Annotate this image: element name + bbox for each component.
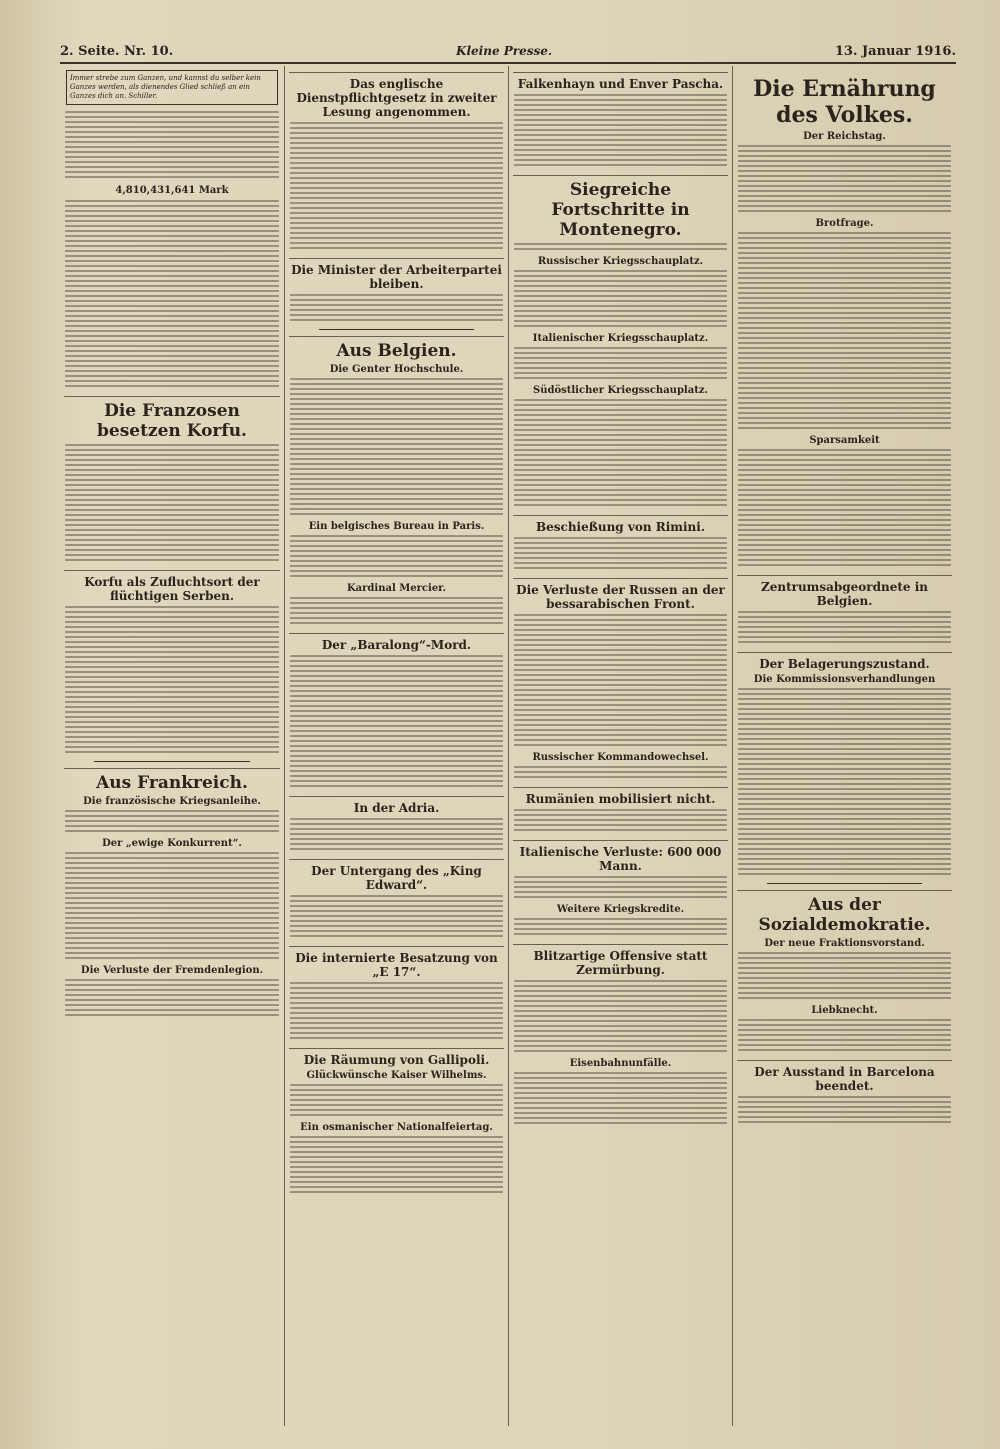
article-text <box>290 294 503 324</box>
article-subheading: Die Genter Hochschule. <box>329 364 464 375</box>
article-headline: Zentrumsabgeordnete in Belgien. <box>737 575 952 608</box>
article-text <box>290 535 503 580</box>
article-subheading: Weitere Kriegskredite. <box>556 904 685 915</box>
article-headline: Blitzartige Offensive statt Zermürbung. <box>513 944 728 977</box>
article-text <box>514 347 727 382</box>
article-text <box>514 399 727 509</box>
article-subheading: Eisenbahnunfälle. <box>569 1058 672 1069</box>
article-headline: Aus der Sozialdemokratie. <box>737 890 952 935</box>
budget-total: 4,810,431,641 Mark <box>115 185 229 196</box>
column-2 <box>284 66 508 1426</box>
section-divider <box>94 761 250 762</box>
article-text <box>65 979 279 1019</box>
article-text <box>65 852 279 962</box>
article-headline: Aus Belgien. <box>289 336 504 361</box>
article-text <box>290 818 503 853</box>
article-text <box>514 980 727 1055</box>
article-text <box>290 378 503 518</box>
article-text <box>290 982 503 1042</box>
article-headline: Die Minister der Arbeiterpartei bleiben. <box>289 258 504 291</box>
article-headline: Der Untergang des „King Edward“. <box>289 859 504 892</box>
article-text <box>290 895 503 940</box>
article-text <box>65 111 279 181</box>
article-text <box>738 952 951 1002</box>
article-text <box>514 243 727 253</box>
article-text <box>290 122 503 252</box>
article-subheading: Die Verluste der Fremdenlegion. <box>80 965 264 976</box>
section-divider <box>767 883 922 884</box>
article-subheading: Südöstlicher Kriegsschauplatz. <box>532 385 708 396</box>
article-text <box>514 809 727 834</box>
article-headline: Falkenhayn und Enver Pascha. <box>513 72 728 91</box>
article-subheading: Der „ewige Konkurrent“. <box>102 838 242 849</box>
article-subheading: Russischer Kommandowechsel. <box>532 752 709 763</box>
article-headline: Die Räumung von Gallipoli. <box>289 1048 504 1067</box>
article-subheading: Die Kommissionsverhandlungen <box>753 674 936 685</box>
article-text <box>514 614 727 749</box>
article-text <box>514 537 727 572</box>
article-headline: Der Ausstand in Barcelona beendet. <box>737 1060 952 1093</box>
column-4 <box>732 66 956 1426</box>
page-header <box>60 40 956 64</box>
article-headline: Aus Frankreich. <box>64 768 280 793</box>
article-text <box>738 232 951 432</box>
article-text <box>65 200 279 390</box>
article-subheading: Der Reichstag. <box>803 131 886 142</box>
article-text <box>290 597 503 627</box>
article-text <box>514 766 727 781</box>
article-headline: Die Ernährung des Volkes. <box>753 76 936 128</box>
masthead: Kleine Presse. <box>456 44 553 58</box>
article-headline: Korfu als Zufluchtsort der flüchtigen Serben. <box>64 570 280 603</box>
article-headline: Siegreiche Fortschritte in Montenegro. <box>513 175 728 240</box>
column-1 <box>60 66 284 1426</box>
motto-quote: Immer strebe zum Ganzen, und kannst du selber kein Ganzes werden, als dienendes Glied schließ an ein Ganzes dich an. Schiller. <box>66 70 278 105</box>
article-text <box>290 1136 503 1196</box>
article-headline: Das englische Dienstpflichtgesetz in zweiter Lesung angenommen. <box>289 72 504 119</box>
article-headline: Die Verluste der Russen an der bessarabischen Front. <box>513 578 728 611</box>
article-subheading: Der neue Fraktionsvorstand. <box>764 938 925 949</box>
article-text <box>514 876 727 901</box>
page-number: 2. Seite. Nr. 10. <box>60 43 174 59</box>
article-headline: Die internierte Besatzung von „E 17“. <box>289 946 504 979</box>
article-text <box>514 270 727 330</box>
article-headline: Beschießung von Rimini. <box>513 515 728 534</box>
article-text <box>514 94 727 169</box>
article-text <box>738 611 951 646</box>
article-headline: Die Franzosen besetzen Korfu. <box>64 396 280 441</box>
article-text <box>514 1072 727 1127</box>
section-divider <box>319 329 474 330</box>
column-3 <box>508 66 732 1426</box>
article-text <box>738 1096 951 1126</box>
article-text <box>738 1019 951 1054</box>
article-text <box>65 606 279 756</box>
issue-date: 13. Januar 1916. <box>834 43 956 59</box>
article-subheading: Ein osmanischer Nationalfeiertag. <box>300 1122 493 1133</box>
article-subheading: Die französische Kriegsanleihe. <box>83 796 261 807</box>
article-headline: Der Belagerungszustand. <box>737 652 952 671</box>
article-subheading: Liebknecht. <box>811 1005 878 1016</box>
article-text <box>738 449 951 569</box>
article-subheading: Ein belgisches Bureau in Paris. <box>308 521 485 532</box>
article-text <box>290 655 503 790</box>
article-headline: Rumänien mobilisiert nicht. <box>513 787 728 806</box>
article-headline: In der Adria. <box>289 796 504 815</box>
article-headline: Italienische Verluste: 600 000 Mann. <box>513 840 728 873</box>
article-subheading: Italienischer Kriegsschauplatz. <box>532 333 709 344</box>
article-text <box>514 918 727 938</box>
article-subheading: Brotfrage. <box>815 218 874 229</box>
article-text <box>738 145 951 215</box>
article-text <box>65 444 279 564</box>
article-subheading: Sparsamkeit <box>809 435 880 446</box>
article-subheading: Glückwünsche Kaiser Wilhelms. <box>306 1070 487 1081</box>
article-text <box>738 688 951 878</box>
article-subheading: Kardinal Mercier. <box>346 583 447 594</box>
article-headline: Der „Baralong“-Mord. <box>289 633 504 652</box>
article-subheading: Russischer Kriegsschauplatz. <box>537 256 704 267</box>
article-text <box>65 810 279 835</box>
article-text <box>290 1084 503 1119</box>
